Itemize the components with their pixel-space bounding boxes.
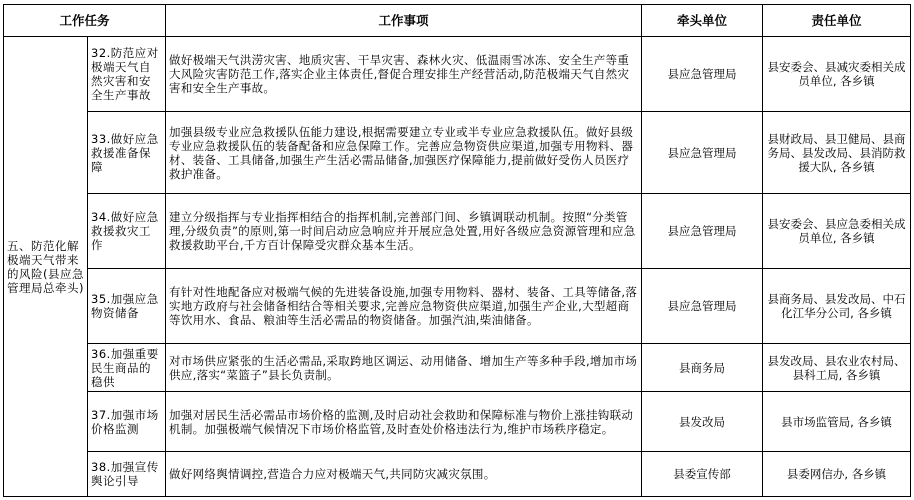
lead-unit-cell: 县商务局 (642, 344, 763, 392)
header-task: 工作任务 (4, 5, 166, 37)
task-cell: 38.加强宣传舆论引导 (88, 452, 166, 497)
header-content: 工作事项 (166, 5, 642, 37)
table-row (4, 344, 911, 392)
lead-unit-cell: 县应急管理局 (642, 269, 763, 344)
table-row (4, 37, 911, 112)
category-cell: 五、防范化解极端天气带来的风险(县应急管理局总牵头) (4, 37, 88, 497)
content-cell: 有针对性地配备应对极端气候的先进装备设施,加强专用物料、器材、装备、工具等储备,落实地方政府与社会储备相结合等相关要求,完善应急物资供应渠道,加强生产企业,大型超商等饮用水、食品、粮油等生活必需品的物资储备。加强汽油,柴油储备。 (166, 269, 642, 344)
content-cell: 做好网络舆情调控,营造合力应对极端天气,共同防灾减灾氛围。 (166, 452, 642, 497)
resp-unit-cell: 县安委会、县减灾委相关成员单位, 各乡镇 (763, 37, 911, 112)
table-row (4, 392, 911, 452)
resp-unit-cell: 县委网信办, 各乡镇 (763, 452, 911, 497)
lead-unit-cell: 县应急管理局 (642, 37, 763, 112)
resp-unit-cell: 县发改局、县农业农村局、县科工局, 各乡镇 (763, 344, 911, 392)
task-cell: 36.加强重要民生商品的稳供 (88, 344, 166, 392)
resp-unit-cell: 县安委会、县应急委相关成员单位, 各乡镇 (763, 194, 911, 269)
task-cell: 37.加强市场价格监测 (88, 392, 166, 452)
table-row (4, 194, 911, 269)
task-cell: 32.防范应对极端天气自然灾害和安全生产事故 (88, 37, 166, 112)
content-cell: 加强县级专业应急救援队伍能力建设,根据需要建立专业或半专业应急救援队伍。做好县级专业应急救援队伍的装备配备和应急保障工作。完善应急物资供应渠道,加强专用物料、器材、装备、工具储备,加强生产生活必需品储备,加强医疗保障能力,提前做好受伤人员医疗救护准备。 (166, 112, 642, 194)
lead-unit-cell: 县委宣传部 (642, 452, 763, 497)
resp-unit-cell: 县财政局、县卫健局、县商务局、县发改局、县消防救援大队, 各乡镇 (763, 112, 911, 194)
content-cell: 对市场供应紧张的生活必需品,采取跨地区调运、动用储备、增加生产等多种手段,增加市场供应,落实“菜篮子”县长负责制。 (166, 344, 642, 392)
table-row (4, 452, 911, 497)
content-cell: 做好极端天气洪涝灾害、地质灾害、干旱灾害、森林火灾、低温雨雪冰冻、安全生产等重大风险灾害防范工作,落实企业主体责任,督促合理安排生产经营活动,防范极端天气自然灾害和安全生产事故。 (166, 37, 642, 112)
resp-unit-cell: 县市场监管局, 各乡镇 (763, 392, 911, 452)
table-row (4, 269, 911, 344)
content-cell: 加强对居民生活必需品市场价格的监测,及时启动社会救助和保障标准与物价上涨挂钩联动机制。加强极端气候情况下市场价格监管,及时查处价格违法行为,维护市场秩序稳定。 (166, 392, 642, 452)
table-row (4, 112, 911, 194)
resp-unit-cell: 县商务局、县发改局、中石化江华分公司, 各乡镇 (763, 269, 911, 344)
content-cell: 建立分级指挥与专业指挥相结合的指挥机制,完善部门间、乡镇调联动机制。按照“分类管理,分级负责”的原则,第一时间启动应急响应并开展应急处置,用好各级应急资源管理和应急救援救助平台,千方百计保障受灾群众基本生活。 (166, 194, 642, 269)
task-cell: 34.做好应急救援救灾工作 (88, 194, 166, 269)
lead-unit-cell: 县发改局 (642, 392, 763, 452)
lead-unit-cell: 县应急管理局 (642, 194, 763, 269)
header-row (4, 5, 911, 37)
header-lead: 牵头单位 (642, 5, 763, 37)
lead-unit-cell: 县应急管理局 (642, 112, 763, 194)
work-plan-table (3, 4, 911, 497)
task-cell: 35.加强应急物资储备 (88, 269, 166, 344)
header-resp: 责任单位 (763, 5, 911, 37)
task-cell: 33.做好应急救援准备保障 (88, 112, 166, 194)
